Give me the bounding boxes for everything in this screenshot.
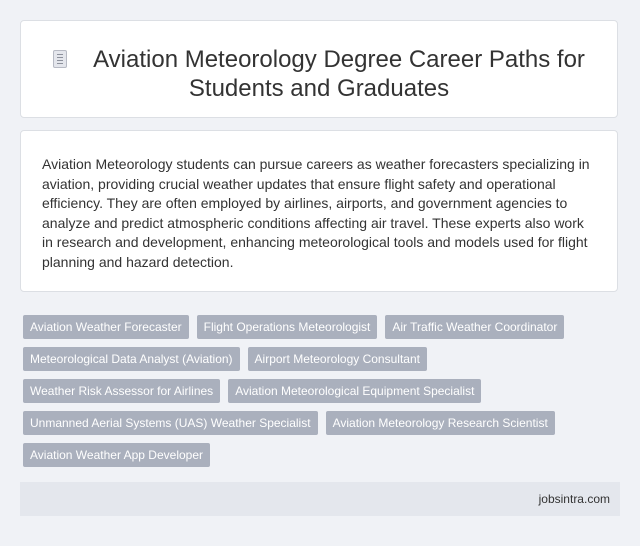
career-tag[interactable]: Aviation Meteorology Research Scientist: [326, 411, 555, 435]
page-title: [21, 45, 617, 103]
career-tag[interactable]: Aviation Weather Forecaster: [23, 315, 189, 339]
career-tag-list: [23, 315, 603, 467]
career-tag[interactable]: Airport Meteorology Consultant: [248, 347, 427, 371]
page-title-text: Aviation Meteorology Degree Career Paths for Students and Graduates: [93, 46, 585, 102]
description-text: Aviation Meteorology students can pursue careers as weather forecasters specializing in aviation, providing crucial weather updates that ensure flight safety and operational efficiency. They are often employed by airlines, airports, and government agencies to analyze and predict atmospheric conditions affecting air travel. These experts also work in research and development, enhancing meteorological tools and models used for flight planning and hazard detection.: [42, 156, 590, 270]
footer: [20, 482, 620, 516]
career-tag[interactable]: Aviation Weather App Developer: [23, 443, 210, 467]
career-tag[interactable]: Aviation Meteorological Equipment Specialist: [228, 379, 481, 403]
career-tag[interactable]: Flight Operations Meteorologist: [197, 315, 378, 339]
footer-site-link[interactable]: jobsintra.com: [538, 492, 610, 506]
header-card: [20, 20, 618, 118]
career-tag[interactable]: Unmanned Aerial Systems (UAS) Weather Specialist: [23, 411, 318, 435]
description-card: [20, 130, 618, 292]
career-tag[interactable]: Meteorological Data Analyst (Aviation): [23, 347, 240, 371]
career-tag[interactable]: Air Traffic Weather Coordinator: [385, 315, 564, 339]
document-icon: [53, 50, 67, 68]
career-tag[interactable]: Weather Risk Assessor for Airlines: [23, 379, 220, 403]
